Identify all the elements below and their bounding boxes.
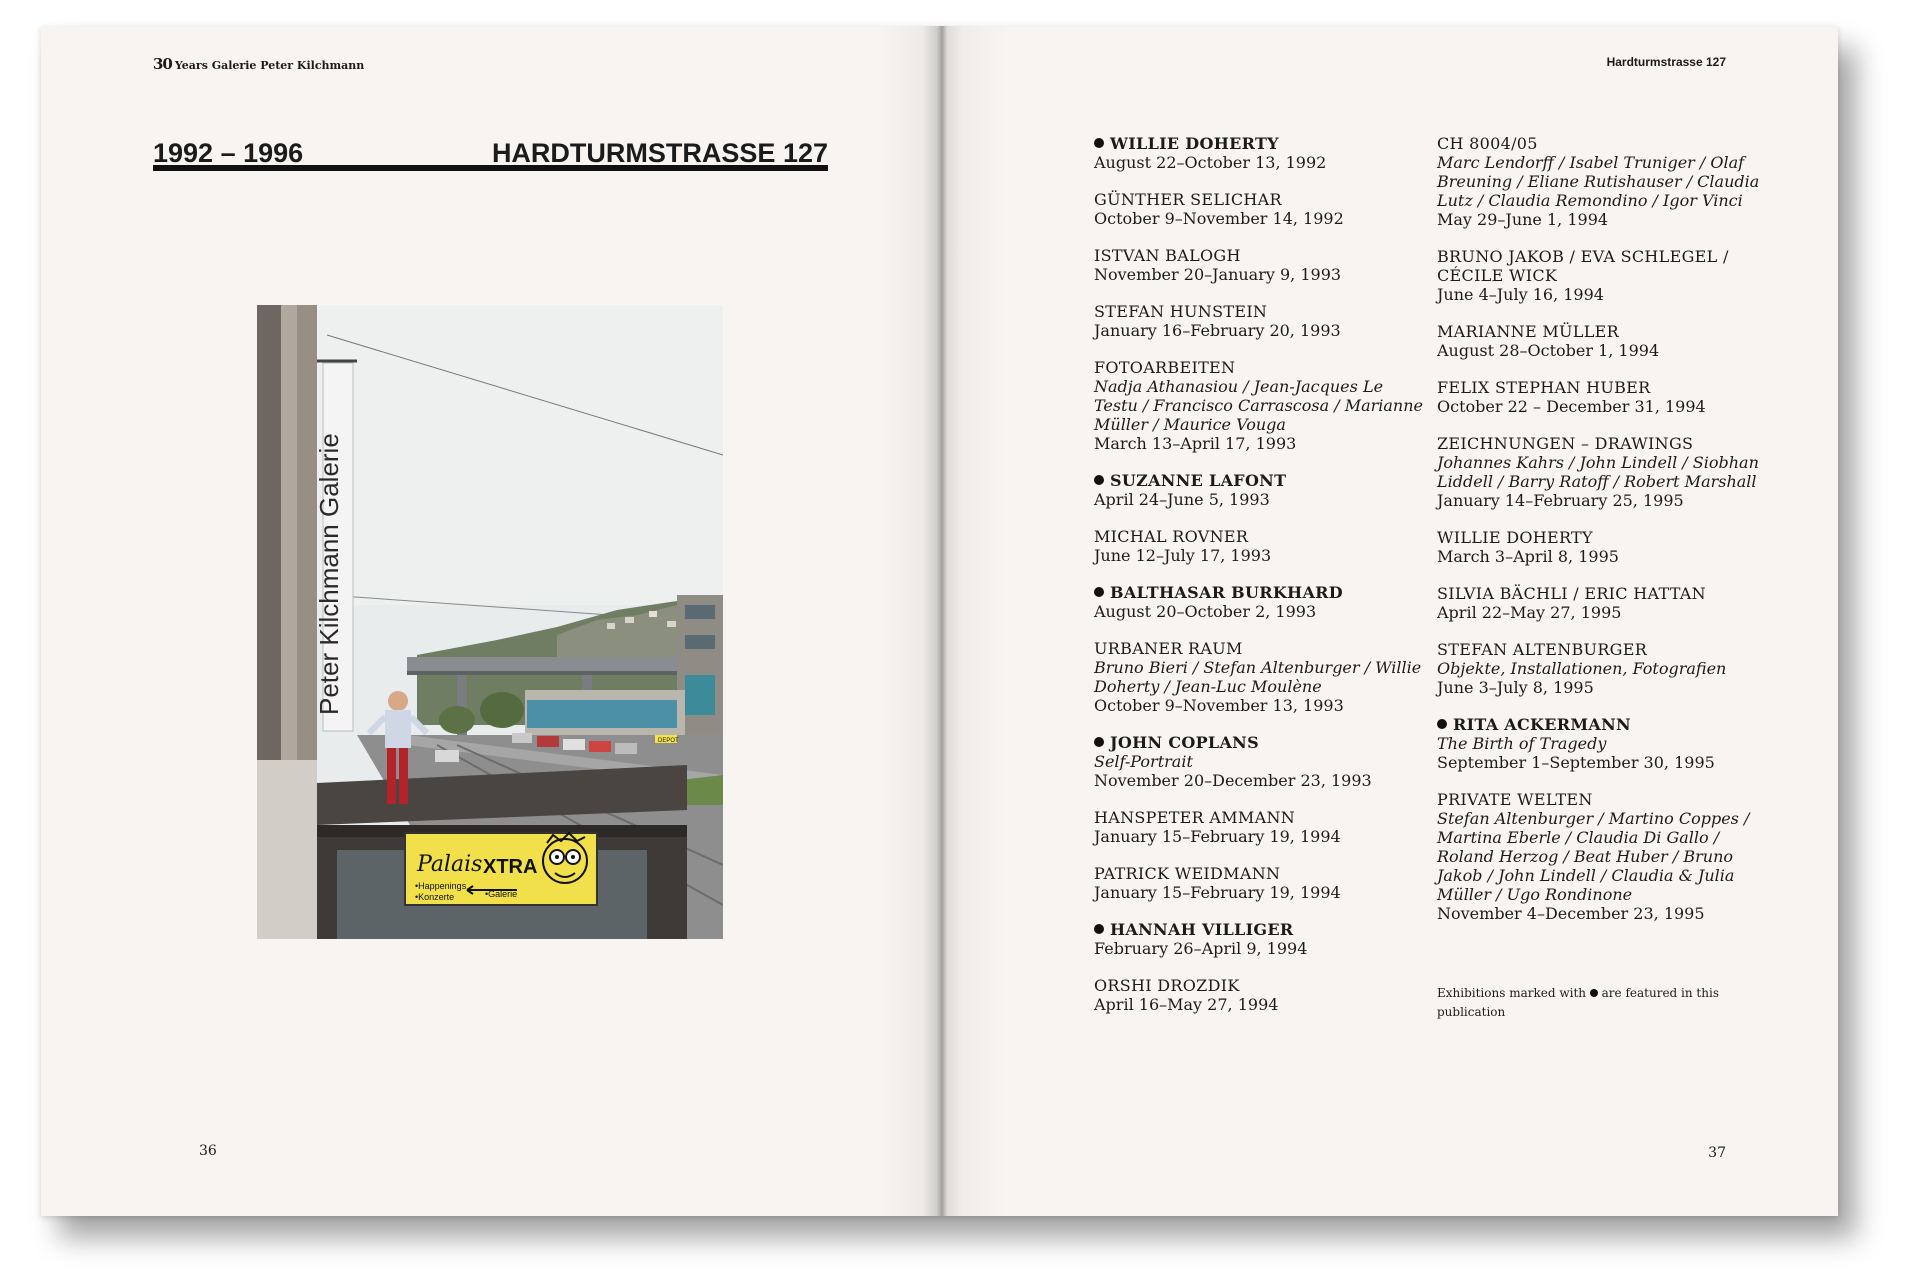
exhibition-artist-text: FOTOARBEITEN [1094, 358, 1236, 377]
gallery-photo [257, 305, 723, 939]
exhibition-dates: October 9–November 14, 1992 [1094, 209, 1344, 228]
page-number-right: 37 [1708, 1145, 1726, 1161]
exhibition-dates: October 9–November 13, 1993 [1094, 696, 1344, 715]
exhibition-dates: January 14–February 25, 1995 [1437, 491, 1684, 510]
sign-happenings-text: •Happenings [415, 881, 467, 891]
exhibition-artist-text: STEFAN ALTENBURGER [1437, 640, 1648, 659]
exhibition-artist [1437, 640, 1767, 659]
featured-note-before: Exhibitions marked with [1437, 986, 1586, 1000]
exhibition-artist-text: WILLIE DOHERTY [1437, 528, 1593, 547]
chapter-heading [153, 131, 828, 171]
exhibition-artist-text: URBANER RAUM [1094, 639, 1243, 658]
exhibition-entry [1094, 864, 1424, 902]
exhibition-artist-text: ORSHI DROZDIK [1094, 976, 1240, 995]
running-head-left [153, 55, 364, 73]
featured-bullet-icon [1094, 737, 1104, 747]
exhibition-entry [1094, 733, 1424, 790]
exhibition-artist [1437, 584, 1767, 603]
exhibition-entry [1094, 358, 1424, 453]
exhibition-artist-text: SILVIA BÄCHLI / ERIC HATTAN [1437, 584, 1706, 603]
exhibition-subtitle: Objekte, Installationen, Fotografien [1437, 659, 1727, 678]
exhibition-entry [1437, 715, 1767, 772]
exhibition-dates: August 28–October 1, 1994 [1437, 341, 1660, 360]
exhibition-artist [1437, 134, 1767, 153]
exhibition-artist [1094, 358, 1424, 377]
exhibition-artist-text: HANSPETER AMMANN [1094, 808, 1296, 827]
exhibition-artist-text: STEFAN HUNSTEIN [1094, 302, 1268, 321]
exhibition-entry [1094, 471, 1424, 509]
exhibition-entry [1094, 920, 1424, 958]
exhibition-entry [1094, 583, 1424, 621]
featured-note [1437, 984, 1737, 1022]
exhibition-entry [1094, 808, 1424, 846]
depot-sign-text: DEPOT [658, 738, 679, 744]
featured-bullet-icon [1437, 719, 1447, 729]
exhibition-entry [1094, 246, 1424, 284]
exhibition-artist-text: WILLIE DOHERTY [1110, 134, 1279, 153]
exhibition-column-left [1094, 134, 1424, 1032]
exhibition-artist-text: FELIX STEPHAN HUBER [1437, 378, 1651, 397]
exhibition-artist [1094, 976, 1424, 995]
featured-bullet-icon [1590, 989, 1598, 997]
featured-bullet-icon [1094, 475, 1104, 485]
exhibition-dates: May 29–June 1, 1994 [1437, 210, 1609, 229]
exhibition-dates: August 20–October 2, 1993 [1094, 602, 1317, 621]
exhibition-dates: June 3–July 8, 1995 [1437, 678, 1594, 697]
exhibition-entry [1437, 378, 1767, 416]
exhibition-artist-text: CH 8004/05 [1437, 134, 1538, 153]
featured-bullet-icon [1094, 587, 1104, 597]
exhibition-artist [1094, 134, 1424, 153]
exhibition-artist-text: PATRICK WEIDMANN [1094, 864, 1281, 883]
exhibition-subtitle: Marc Lendorff / Isabel Truniger / Olaf Breuning / Eliane Rutishauser / Claudia Lutz / Claudia Remondino / Igor Vinci [1437, 153, 1760, 210]
running-head-right: Hardturmstrasse 127 [1606, 55, 1726, 69]
exhibition-dates: November 4–December 23, 1995 [1437, 904, 1705, 923]
exhibition-entry [1437, 247, 1767, 304]
exhibition-artist [1437, 247, 1767, 285]
running-head-left-text: Years Galerie Peter Kilchmann [174, 59, 365, 72]
exhibition-artist-text: HANNAH VILLIGER [1110, 920, 1294, 939]
exhibition-artist [1437, 378, 1767, 397]
exhibition-subtitle: Nadja Athanasiou / Jean-Jacques Le Testu / Francisco Carrascosa / Marianne Müller / Maurice Vouga [1094, 377, 1424, 434]
exhibition-artist-text: MICHAL ROVNER [1094, 527, 1249, 546]
featured-bullet-icon [1094, 138, 1104, 148]
left-page [41, 26, 937, 1216]
thirty-logo: 30 [153, 55, 172, 73]
sign-palais-text: Palais [417, 852, 483, 877]
exhibition-entry [1094, 976, 1424, 1014]
exhibition-dates: June 12–July 17, 1993 [1094, 546, 1272, 565]
sign-xtra-text: XTRA [483, 856, 538, 878]
exhibition-artist-text: GÜNTHER SELICHAR [1094, 190, 1282, 209]
exhibition-subtitle: Johannes Kahrs / John Lindell / Siobhan Liddell / Barry Ratoff / Robert Marshall [1437, 453, 1759, 491]
exhibition-entry [1094, 134, 1424, 172]
featured-note-after: are featured in this publication [1437, 986, 1719, 1019]
exhibition-entry [1094, 190, 1424, 228]
exhibition-artist [1437, 434, 1767, 453]
exhibition-artist-text: BALTHASAR BURKHARD [1110, 583, 1343, 602]
exhibition-dates: October 22 – December 31, 1994 [1437, 397, 1706, 416]
chapter-years: 1992 – 1996 [153, 138, 304, 168]
sign-galerie-text: •Galerie [485, 889, 518, 899]
exhibition-artist [1094, 302, 1424, 321]
page-number-left: 36 [199, 1143, 217, 1159]
exhibition-dates: April 24–June 5, 1993 [1094, 490, 1270, 509]
exhibition-artist [1094, 920, 1424, 939]
exhibition-artist [1094, 190, 1424, 209]
exhibition-artist [1094, 527, 1424, 546]
exhibition-entry [1437, 640, 1767, 697]
exhibition-entry [1094, 527, 1424, 565]
exhibition-artist [1094, 808, 1424, 827]
exhibition-entry [1437, 434, 1767, 510]
exhibition-artist-text: PRIVATE WELTEN [1437, 790, 1593, 809]
exhibition-dates: April 22–May 27, 1995 [1437, 603, 1622, 622]
gallery-banner-text: Peter Kilchmann Galerie [314, 433, 344, 715]
exhibition-entry [1437, 584, 1767, 622]
exhibition-artist-text: SUZANNE LAFONT [1110, 471, 1287, 490]
exhibition-dates: January 16–February 20, 1993 [1094, 321, 1341, 340]
chapter-street: HARDTURMSTRASSE 127 [491, 138, 828, 168]
exhibition-dates: June 4–July 16, 1994 [1437, 285, 1604, 304]
exhibition-artist [1094, 246, 1424, 265]
exhibition-artist [1437, 528, 1767, 547]
exhibition-dates: November 20–December 23, 1993 [1094, 771, 1372, 790]
exhibition-subtitle: Bruno Bieri / Stefan Altenburger / Willie Doherty / Jean-Luc Moulène [1094, 658, 1422, 696]
exhibition-artist [1094, 864, 1424, 883]
sign-konzerte-text: •Konzerte [415, 892, 455, 902]
exhibition-dates: August 22–October 13, 1992 [1094, 153, 1327, 172]
exhibition-artist-text: JOHN COPLANS [1110, 733, 1259, 752]
exhibition-dates: March 3–April 8, 1995 [1437, 547, 1619, 566]
exhibition-entry [1437, 322, 1767, 360]
right-page [937, 26, 1838, 1216]
exhibition-dates: November 20–January 9, 1993 [1094, 265, 1342, 284]
exhibition-column-right [1437, 134, 1767, 941]
exhibition-dates: January 15–February 19, 1994 [1094, 827, 1341, 846]
exhibition-artist [1094, 583, 1424, 602]
exhibition-entry [1094, 302, 1424, 340]
exhibition-artist-text: RITA ACKERMANN [1453, 715, 1631, 734]
exhibition-subtitle: Self-Portrait [1094, 752, 1193, 771]
exhibition-artist [1094, 733, 1424, 752]
exhibition-artist-text: ISTVAN BALOGH [1094, 246, 1241, 265]
exhibition-artist-text: ZEICHNUNGEN – DRAWINGS [1437, 434, 1694, 453]
exhibition-entry [1094, 639, 1424, 715]
book-spread [41, 26, 1838, 1216]
exhibition-subtitle: Stefan Altenburger / Martino Coppes / Martina Eberle / Claudia Di Gallo / Roland Herzog / Beat Huber / Bruno Jakob / John Lindell / Claudia & Julia Müller / Ugo Rondinone [1437, 809, 1750, 904]
exhibition-entry [1437, 528, 1767, 566]
exhibition-dates: September 1–September 30, 1995 [1437, 753, 1715, 772]
exhibition-artist-text: MARIANNE MÜLLER [1437, 322, 1619, 341]
exhibition-subtitle: The Birth of Tragedy [1437, 734, 1607, 753]
exhibition-dates: March 13–April 17, 1993 [1094, 434, 1297, 453]
exhibition-entry [1437, 134, 1767, 229]
exhibition-entry [1437, 790, 1767, 923]
exhibition-dates: January 15–February 19, 1994 [1094, 883, 1341, 902]
exhibition-artist [1094, 471, 1424, 490]
exhibition-artist [1437, 790, 1767, 809]
exhibition-dates: April 16–May 27, 1994 [1094, 995, 1279, 1014]
featured-bullet-icon [1094, 924, 1104, 934]
exhibition-artist [1437, 322, 1767, 341]
exhibition-dates: February 26–April 9, 1994 [1094, 939, 1308, 958]
exhibition-artist [1437, 715, 1767, 734]
exhibition-artist-text: BRUNO JAKOB / EVA SCHLEGEL / CÉCILE WICK [1437, 247, 1729, 285]
exhibition-artist [1094, 639, 1424, 658]
